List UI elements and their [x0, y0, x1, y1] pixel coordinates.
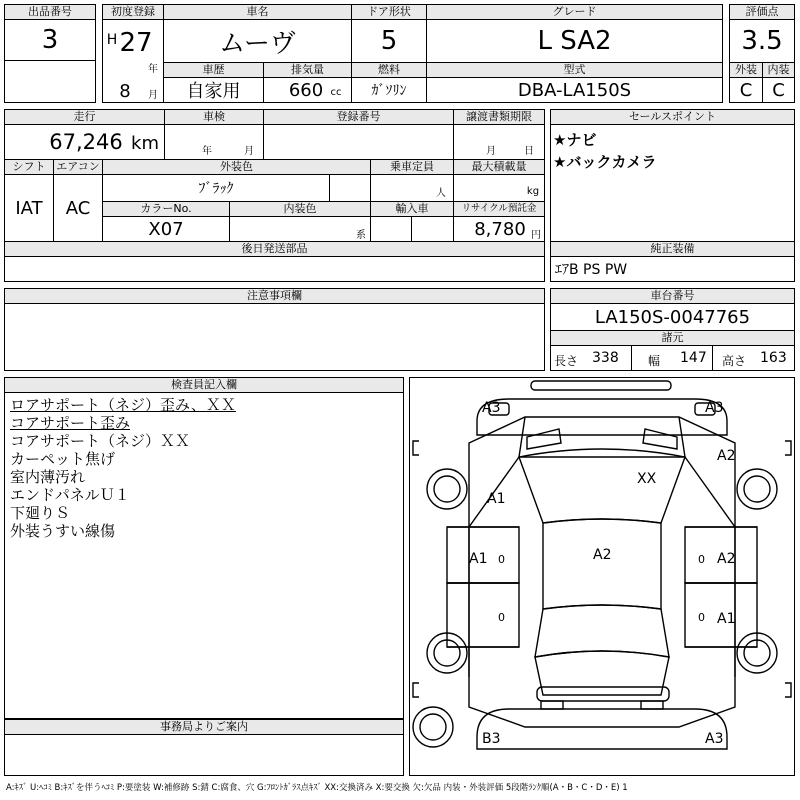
- damage-mark: A3: [705, 400, 724, 416]
- int-color-unit: 系: [356, 229, 366, 241]
- fuel-value: ｶﾞｿﾘﾝ: [371, 83, 407, 99]
- damage-mark: XX: [637, 471, 657, 487]
- sales-point-1: ★ナビ: [553, 131, 597, 149]
- damage-mark: A2: [717, 448, 736, 464]
- displacement-value: 660: [288, 79, 324, 101]
- shift-header: シフト: [4, 159, 54, 175]
- mileage-value: 67,246: [49, 130, 123, 154]
- month-unit: 月: [148, 89, 158, 101]
- score-header: 評価点: [729, 4, 795, 20]
- transfer-header: 譲渡書類期限: [453, 109, 545, 125]
- mileage-header: 走行: [4, 109, 165, 125]
- damage-mark: 0: [698, 611, 705, 624]
- length-value: 338: [592, 350, 619, 366]
- damage-mark: A3: [482, 400, 501, 416]
- mileage-unit: km: [131, 132, 159, 154]
- recycle-value: 8,780: [474, 218, 526, 240]
- int-color-cell: [229, 216, 371, 242]
- inspector-line-7: 下廻りＳ: [10, 504, 71, 522]
- notes-cell: [4, 303, 545, 371]
- sales-header: セールスポイント: [550, 109, 795, 125]
- ext-color-value: ﾌﾞﾗｯｸ: [198, 181, 234, 197]
- history-header: 車歴: [163, 62, 264, 78]
- later-parts-cell: [4, 256, 545, 282]
- damage-mark: 0: [698, 553, 705, 566]
- damage-mark: B3: [482, 731, 501, 747]
- inspector-line-4: カーペット焦げ: [10, 450, 116, 468]
- int-color-header: 内装色: [229, 201, 371, 217]
- inspector-line-5: 室内薄汚れ: [10, 468, 86, 486]
- displacement-header: 排気量: [263, 62, 352, 78]
- damage-mark: 0: [498, 611, 505, 624]
- width-label: 幅: [648, 353, 661, 368]
- ac-header: エアコン: [53, 159, 103, 175]
- capacity-unit: 人: [436, 187, 446, 199]
- inspector-line-2: コアサポート歪み: [10, 414, 131, 432]
- inspector-header: 検査員記入欄: [4, 377, 404, 393]
- exterior-header: 外装: [729, 62, 763, 78]
- recycle-unit: 円: [531, 229, 541, 241]
- transfer-day-unit: 日: [524, 145, 534, 157]
- width-value: 147: [680, 350, 707, 366]
- inspection-month-unit: 月: [244, 145, 254, 157]
- shift-value: IAT: [15, 197, 43, 219]
- chassis-value: LA150S-0047765: [594, 306, 751, 328]
- damage-mark: A1: [717, 611, 736, 627]
- damage-mark: A2: [717, 551, 736, 567]
- door-value: 5: [380, 26, 398, 56]
- lot-no-value: 3: [41, 25, 59, 55]
- interior-grade-value: C: [772, 79, 785, 101]
- capacity-header: 乗車定員: [370, 159, 454, 175]
- inspector-line-1: ロアサポート（ネジ）歪み、ＸＸ: [10, 396, 236, 414]
- damage-mark: A1: [487, 491, 506, 507]
- chassis-header: 車台番号: [550, 288, 795, 304]
- exterior-grade-value: C: [739, 79, 753, 101]
- model-value: DBA-LA150S: [517, 79, 632, 101]
- inspector-line-8: 外装うすい線傷: [10, 522, 116, 540]
- notes-header: 注意事項欄: [4, 288, 545, 304]
- inspector-line-6: エンドパネルＵ１: [10, 486, 130, 504]
- sales-point-2: ★バックカメラ: [553, 153, 657, 171]
- load-header: 最大積載量: [453, 159, 545, 175]
- ext-color-extra-cell: [329, 174, 371, 202]
- grade-value: L SA2: [537, 26, 612, 56]
- inspection-year-unit: 年: [202, 145, 212, 157]
- equipment-value: ｴｱB PS PW: [555, 262, 628, 278]
- ext-color-header: 外装色: [102, 159, 371, 175]
- lot-no-header: 出品番号: [4, 4, 96, 20]
- month-value: 8: [119, 80, 131, 102]
- load-unit: kg: [526, 185, 540, 197]
- damage-mark: 0: [498, 553, 505, 566]
- reg-no-header: 登録番号: [263, 109, 454, 125]
- car-diagram: [409, 377, 795, 776]
- car-name-header: 車名: [163, 4, 352, 20]
- later-parts-header: 後日発送部品: [4, 241, 545, 257]
- import-cell: [370, 216, 412, 242]
- legend-text: A:ｷｽﾞ U:ﾍｺﾐ B:ｷｽﾞを伴うﾍｺﾐ P:要塗装 W:補修跡 S:錆 C:腐食、穴 G:ﾌﾛﾝﾄｶﾞﾗｽ点ｷｽﾞ XX:交換済み X:要交換 欠:欠品 内装・外装評価 5段階ﾗﾝｸ順(A・B・C・D・E) 1: [6, 783, 628, 793]
- dims-header: 諸元: [550, 330, 795, 346]
- reg-no-cell: [263, 124, 454, 160]
- height-value: 163: [760, 350, 787, 366]
- car-name-value: ムーヴ: [219, 28, 296, 59]
- year-unit: 年: [148, 63, 158, 75]
- fuel-header: 燃料: [351, 62, 427, 78]
- equipment-header: 純正装備: [550, 241, 795, 257]
- interior-header: 内装: [762, 62, 795, 78]
- color-no-header: カラーNo.: [102, 201, 230, 217]
- damage-mark: A1: [469, 551, 488, 567]
- damage-mark: A2: [593, 547, 612, 563]
- lot-no-extra-cell: [4, 60, 96, 103]
- door-header: ドア形状: [351, 4, 427, 20]
- first-reg-header: 初度登録: [102, 4, 164, 20]
- office-header: 事務局よりご案内: [4, 719, 404, 735]
- displacement-unit: cc: [330, 86, 342, 98]
- inspector-line-3: コアサポート（ネジ）ＸＸ: [10, 432, 191, 450]
- transfer-month-unit: 月: [486, 145, 496, 157]
- length-label: 長さ: [554, 353, 579, 368]
- recycle-header: リサイクル預託金: [453, 201, 545, 217]
- office-cell: [4, 734, 404, 776]
- ac-value: AC: [65, 197, 91, 219]
- model-header: 型式: [426, 62, 723, 78]
- grade-header: グレード: [426, 4, 723, 20]
- history-value: 自家用: [186, 81, 241, 102]
- year-value: 27: [119, 28, 153, 58]
- import-header: 輸入車: [370, 201, 454, 217]
- height-label: 高さ: [722, 353, 747, 368]
- import-cell-2: [411, 216, 454, 242]
- era-value: H: [106, 32, 118, 48]
- damage-mark: A3: [705, 731, 724, 747]
- inspection-header: 車検: [164, 109, 264, 125]
- score-value: 3.5: [741, 26, 783, 56]
- color-no-value: X07: [148, 218, 184, 240]
